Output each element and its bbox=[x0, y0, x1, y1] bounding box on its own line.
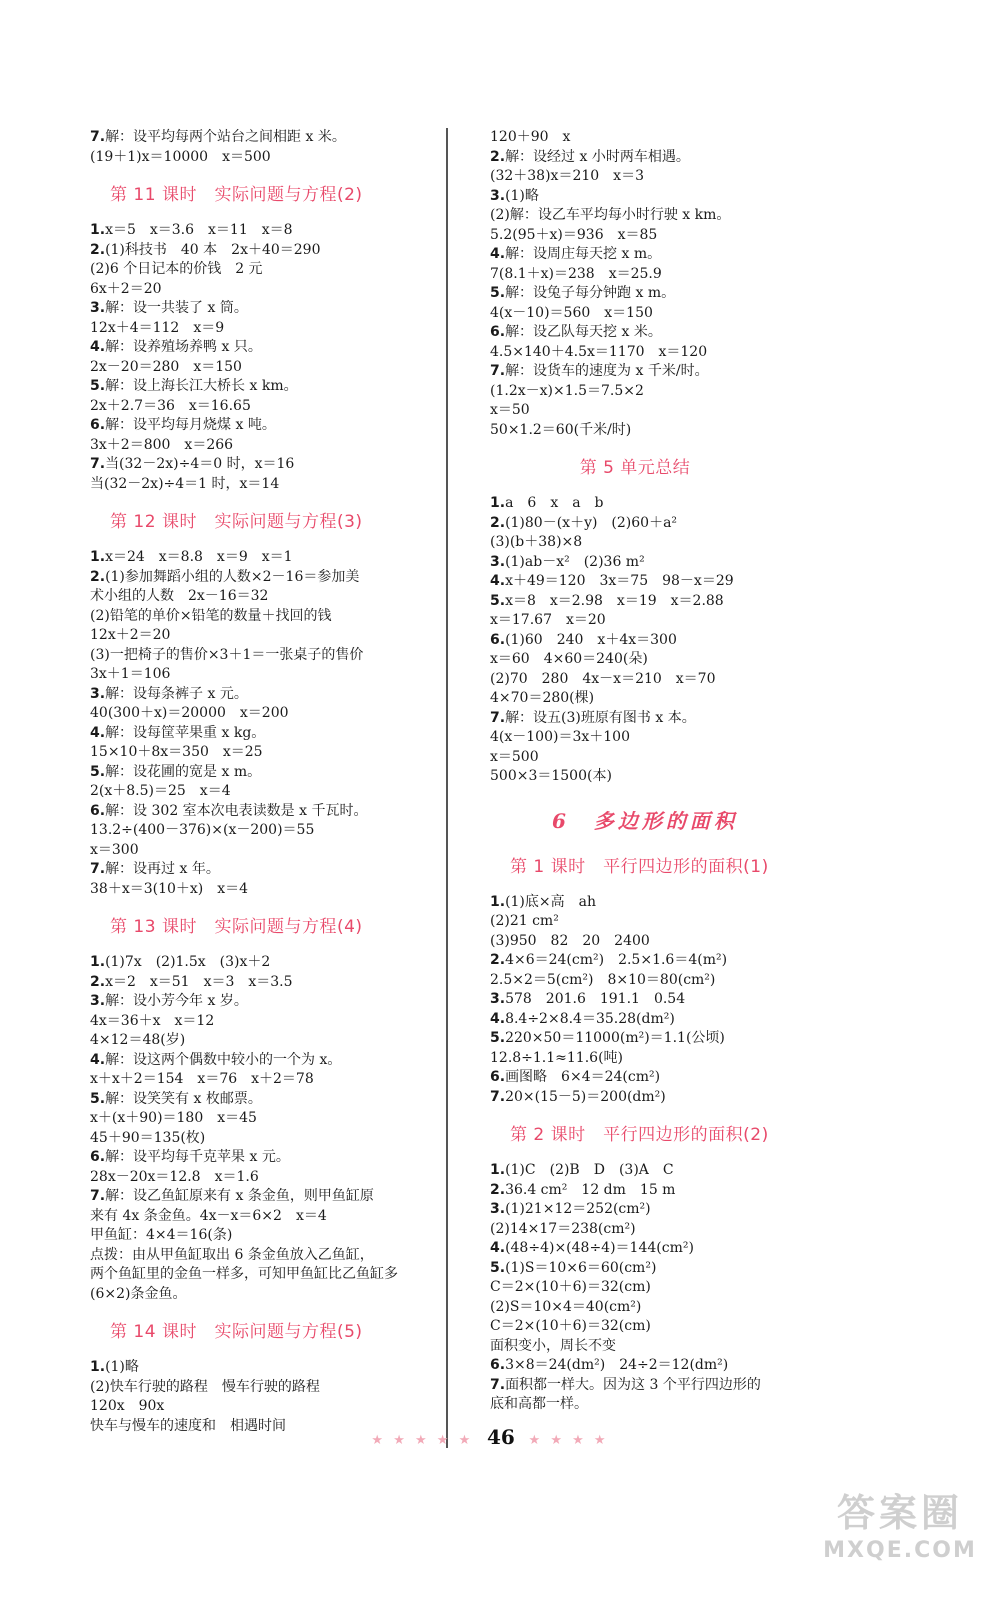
answer-text: 解：设货车的速度为 x 千米/时。 bbox=[505, 363, 709, 379]
answer-line bbox=[90, 802, 440, 822]
question-number: 3. bbox=[490, 187, 506, 204]
question-number: 6. bbox=[90, 802, 106, 819]
answer-line bbox=[90, 1358, 440, 1378]
section-heading: 第 2 课时 平行四边形的面积(2) bbox=[510, 1125, 769, 1145]
answer-text: (2)6 个日记本的价钱 2 元 bbox=[90, 261, 263, 277]
answer-line bbox=[490, 1356, 850, 1376]
answer-line bbox=[90, 299, 440, 319]
answer-line bbox=[90, 953, 440, 973]
answer-line bbox=[90, 260, 440, 280]
answer-line bbox=[490, 323, 850, 343]
answer-text: 38＋x＝3(10＋x) x＝4 bbox=[90, 880, 249, 897]
answer-text: x＝60 4×60＝240(朵) bbox=[490, 651, 648, 667]
left-column bbox=[90, 128, 440, 1436]
answer-line bbox=[90, 1246, 440, 1266]
question-number: 4. bbox=[90, 724, 106, 741]
answer-text: 4(x－10)＝560 x＝150 bbox=[490, 304, 653, 321]
answer-text: 当(32－2x)÷4＝1 时，x＝14 bbox=[90, 475, 280, 492]
chapter-title: 6 多边形的面积 bbox=[552, 808, 738, 833]
answer-text: (2)21 cm² bbox=[490, 913, 559, 929]
answer-line bbox=[90, 1148, 440, 1168]
answer-text: 40(300＋x)＝20000 x＝200 bbox=[90, 705, 289, 721]
answer-text: 120＋90 x bbox=[490, 129, 571, 145]
answer-line bbox=[490, 494, 850, 514]
answer-text: x＝17.67 x＝20 bbox=[490, 612, 606, 628]
question-number: 2. bbox=[90, 973, 106, 990]
footer-stars-right: ★ ★ ★ ★ bbox=[528, 1433, 609, 1448]
answer-text: 解：设笑笑有 x 枚邮票。 bbox=[105, 1090, 262, 1107]
answer-text: (1.2x－x)×1.5＝7.5×2 bbox=[490, 382, 644, 399]
question-number: 6. bbox=[490, 324, 506, 340]
answer-line bbox=[90, 1012, 440, 1032]
answer-line bbox=[90, 377, 440, 397]
answer-text: (6×2)条金鱼。 bbox=[90, 1285, 187, 1302]
answer-line bbox=[90, 1378, 440, 1398]
question-number: 3. bbox=[90, 993, 106, 1009]
question-number: 2. bbox=[90, 241, 106, 258]
answer-line bbox=[490, 401, 850, 421]
answer-text: C＝2×(10＋6)＝32(cm) bbox=[490, 1279, 651, 1295]
answer-line bbox=[490, 1239, 850, 1259]
question-number: 4. bbox=[490, 1010, 506, 1027]
answer-text: 解：设五(3)班原有图书 x 本。 bbox=[505, 709, 696, 726]
answer-text: (3)(b＋38)×8 bbox=[490, 534, 583, 550]
answer-line bbox=[490, 728, 850, 748]
answer-text: 20×(15－5)＝200(dm²) bbox=[505, 1088, 666, 1105]
answer-text: 120x 90x bbox=[90, 1398, 165, 1414]
answer-line bbox=[90, 743, 440, 763]
answer-text: 术小组的人数 2x－16＝32 bbox=[90, 588, 269, 604]
question-number: 7. bbox=[90, 129, 106, 145]
answer-line bbox=[90, 704, 440, 724]
answer-line bbox=[90, 475, 440, 495]
section-heading: 第 14 课时 实际问题与方程(5) bbox=[110, 1322, 363, 1342]
answer-text: a 6 x a b bbox=[505, 495, 604, 511]
answer-line bbox=[90, 973, 440, 993]
answer-text: (32＋38)x＝210 x＝3 bbox=[490, 168, 644, 184]
question-number: 3. bbox=[490, 553, 506, 570]
answer-text: (1)S＝10×6＝60(cm²) bbox=[505, 1259, 657, 1276]
answer-line bbox=[490, 592, 850, 612]
answer-line bbox=[490, 187, 850, 207]
answer-line bbox=[490, 304, 850, 324]
answer-line bbox=[90, 1226, 440, 1246]
answer-line bbox=[490, 1376, 850, 1396]
answer-text: (1)ab－x² (2)36 m² bbox=[505, 553, 645, 570]
answer-line bbox=[490, 245, 850, 265]
answer-text: x＋(x＋90)＝180 x＝45 bbox=[90, 1110, 257, 1126]
question-number: 2. bbox=[490, 952, 506, 968]
question-number: 4. bbox=[490, 246, 506, 262]
answer-text: 7(8.1＋x)＝238 x＝25.9 bbox=[490, 265, 662, 282]
answer-line bbox=[490, 650, 850, 670]
answer-text: 解：设一共装了 x 筒。 bbox=[105, 300, 248, 316]
answer-text: 8.4÷2×8.4＝35.28(dm²) bbox=[505, 1010, 675, 1027]
answer-line bbox=[490, 1088, 850, 1108]
question-number: 1. bbox=[490, 495, 506, 511]
answer-line bbox=[90, 1265, 440, 1285]
answer-text: 12x＋4＝112 x＝9 bbox=[90, 319, 225, 336]
answer-line bbox=[490, 748, 850, 768]
answer-text: 解：设这两个偶数中较小的一个为 x。 bbox=[105, 1051, 342, 1068]
answer-line bbox=[90, 221, 440, 241]
right-column bbox=[490, 128, 850, 1415]
answer-line bbox=[490, 514, 850, 534]
answer-text: x＝50 bbox=[490, 402, 530, 418]
question-number: 5. bbox=[490, 592, 506, 609]
answer-text: 解：设上海长江大桥长 x km。 bbox=[105, 378, 298, 394]
page-number: 46 bbox=[486, 1425, 515, 1449]
answer-text: 面积变小，周长不变 bbox=[490, 1337, 616, 1354]
answer-line bbox=[490, 932, 850, 952]
answer-line bbox=[490, 167, 850, 187]
question-number: 2. bbox=[490, 148, 506, 165]
answer-text: 解：设乙队每天挖 x 米。 bbox=[505, 324, 662, 340]
answer-line bbox=[90, 1109, 440, 1129]
answer-text: (1)60 240 x＋4x＝300 bbox=[505, 631, 677, 648]
answer-line bbox=[490, 1317, 850, 1337]
question-number: 3. bbox=[490, 1201, 506, 1217]
answer-text: (2)70 280 4x－x＝210 x＝70 bbox=[490, 670, 716, 687]
answer-text: x＋49＝120 3x＝75 98－x＝29 bbox=[505, 573, 734, 589]
question-number: 1. bbox=[90, 549, 106, 565]
answer-text: 两个鱼缸里的金鱼一样多，可知甲鱼缸比乙鱼缸多 bbox=[90, 1266, 398, 1282]
answer-text: 解：设每筐苹果重 x kg。 bbox=[105, 724, 266, 741]
question-number: 5. bbox=[90, 763, 106, 780]
footer-stars-left: ★ ★ ★ ★ ★ bbox=[371, 1433, 474, 1448]
answer-text: 28x－20x＝12.8 x＝1.6 bbox=[90, 1168, 259, 1185]
answer-text: x＝8 x＝2.98 x＝19 x＝2.88 bbox=[505, 592, 724, 609]
answer-text: 50×1.2＝60(千米/时) bbox=[490, 421, 632, 438]
answer-line bbox=[90, 1285, 440, 1305]
answer-line bbox=[490, 1337, 850, 1357]
answer-line bbox=[490, 362, 850, 382]
answer-line bbox=[490, 709, 850, 729]
answer-line bbox=[90, 1031, 440, 1051]
answer-text: 点拨：由从甲鱼缸取出 6 条金鱼放入乙鱼缸， bbox=[90, 1246, 374, 1263]
answer-line bbox=[490, 670, 850, 690]
question-number: 5. bbox=[90, 1090, 106, 1107]
answer-text: 解：设兔子每分钟跑 x m。 bbox=[505, 285, 676, 301]
answer-text: 当(32－2x)÷4＝0 时，x＝16 bbox=[105, 456, 295, 472]
answer-line bbox=[90, 1051, 440, 1071]
answer-text: 来有 4x 条金鱼。4x－x＝6×2 x＝4 bbox=[90, 1207, 327, 1224]
answer-line bbox=[90, 587, 440, 607]
answer-text: (1)略 bbox=[505, 187, 539, 204]
answer-line bbox=[490, 1181, 850, 1201]
answer-line bbox=[490, 611, 850, 631]
answer-text: 解：设花圃的宽是 x m。 bbox=[105, 763, 262, 780]
answer-text: (2)S＝10×4＝40(cm²) bbox=[490, 1298, 642, 1315]
answer-text: 面积都一样大。因为这 3 个平行四边形的 bbox=[505, 1376, 761, 1393]
answer-line bbox=[90, 358, 440, 378]
answer-line bbox=[490, 1161, 850, 1181]
answer-text: 解：设小芳今年 x 岁。 bbox=[105, 993, 248, 1009]
answer-text: 解：设平均每两个站台之间相距 x 米。 bbox=[105, 129, 346, 145]
answer-line bbox=[490, 767, 850, 787]
answer-text: x＝5 x＝3.6 x＝11 x＝8 bbox=[105, 222, 293, 238]
answer-text: 12x＋2＝20 bbox=[90, 627, 171, 643]
answer-text: 15×10＋8x＝350 x＝25 bbox=[90, 744, 263, 760]
question-number: 1. bbox=[90, 222, 106, 238]
question-number: 6. bbox=[490, 631, 506, 648]
question-number: 2. bbox=[490, 514, 506, 531]
answer-line bbox=[90, 1090, 440, 1110]
answer-text: (2)14×17＝238(cm²) bbox=[490, 1220, 636, 1237]
column-divider bbox=[446, 128, 448, 1448]
answer-text: (1)略 bbox=[105, 1359, 139, 1375]
answer-text: 3×8＝24(dm²) 24÷2＝12(dm²) bbox=[505, 1357, 729, 1373]
answer-line bbox=[490, 343, 850, 363]
answer-text: 2x－20＝280 x＝150 bbox=[90, 358, 242, 375]
answer-text: C＝2×(10＋6)＝32(cm) bbox=[490, 1318, 651, 1334]
answer-text: 4x＝36＋x x＝12 bbox=[90, 1012, 215, 1029]
answer-text: 解：设每条裤子 x 元。 bbox=[105, 685, 248, 702]
question-number: 7. bbox=[90, 1188, 106, 1204]
watermark-text: 答案圈 bbox=[836, 1491, 963, 1535]
answer-line bbox=[90, 280, 440, 300]
answer-text: x＝300 bbox=[90, 841, 139, 858]
question-number: 7. bbox=[90, 861, 106, 877]
answer-line bbox=[490, 1068, 850, 1088]
answer-text: 6x＋2＝20 bbox=[90, 280, 162, 297]
answer-line bbox=[490, 533, 850, 553]
answer-line bbox=[490, 1200, 850, 1220]
answer-text: 45＋90＝135(枚) bbox=[90, 1129, 206, 1146]
answer-text: 13.2÷(400－376)×(x－200)＝55 bbox=[90, 822, 315, 838]
answer-text: (2)铅笔的单价×铅笔的数量＋找回的钱 bbox=[90, 607, 332, 624]
answer-line bbox=[490, 1278, 850, 1298]
answer-text: 4×12＝48(岁) bbox=[90, 1032, 186, 1048]
answer-line bbox=[90, 1207, 440, 1227]
answer-line bbox=[90, 626, 440, 646]
answer-line bbox=[90, 455, 440, 475]
answer-line bbox=[90, 1129, 440, 1149]
answer-text: 甲鱼缸：4×4＝16(条) bbox=[90, 1227, 233, 1243]
answer-text: x＝500 bbox=[490, 748, 539, 765]
answer-line bbox=[90, 128, 440, 148]
answer-text: (1)21×12＝252(cm²) bbox=[505, 1201, 651, 1217]
answer-text: 底和高都一样。 bbox=[490, 1396, 588, 1412]
answer-line bbox=[490, 1259, 850, 1279]
question-number: 1. bbox=[490, 893, 506, 910]
question-number: 4. bbox=[490, 573, 506, 589]
answer-line bbox=[90, 148, 440, 168]
answer-line bbox=[90, 568, 440, 588]
answer-line bbox=[490, 421, 850, 441]
answer-line bbox=[90, 724, 440, 744]
answer-line bbox=[490, 148, 850, 168]
question-number: 6. bbox=[490, 1069, 506, 1085]
section-heading: 第 13 课时 实际问题与方程(4) bbox=[110, 917, 363, 937]
answer-line bbox=[490, 893, 850, 913]
answer-line bbox=[490, 1298, 850, 1318]
question-number: 2. bbox=[90, 568, 106, 585]
answer-line bbox=[90, 1397, 440, 1417]
answer-text: 220×50＝11000(m²)＝1.1(公顷) bbox=[505, 1030, 725, 1046]
answer-text: (19＋1)x＝10000 x＝500 bbox=[90, 148, 271, 165]
question-number: 1. bbox=[490, 1162, 506, 1178]
question-number: 3. bbox=[90, 300, 106, 316]
answer-text: 画图略 6×4＝24(cm²) bbox=[505, 1069, 661, 1085]
answer-text: 2(x＋8.5)＝25 x＝4 bbox=[90, 783, 231, 799]
answer-text: (1)7x (2)1.5x (3)x＋2 bbox=[105, 954, 271, 970]
question-number: 1. bbox=[90, 1359, 106, 1375]
answer-line bbox=[90, 646, 440, 666]
section-heading: 第 1 课时 平行四边形的面积(1) bbox=[510, 856, 769, 877]
answer-line bbox=[490, 631, 850, 651]
question-number: 7. bbox=[490, 1088, 506, 1105]
question-number: 7. bbox=[490, 363, 506, 379]
answer-text: 12.8÷1.1≈11.6(吨) bbox=[490, 1049, 623, 1066]
answer-line bbox=[90, 397, 440, 417]
answer-line bbox=[490, 971, 850, 991]
answer-line bbox=[90, 241, 440, 261]
question-number: 2. bbox=[490, 1181, 506, 1198]
question-number: 4. bbox=[90, 1051, 106, 1068]
answer-text: (48÷4)×(48÷4)＝144(cm²) bbox=[505, 1240, 694, 1256]
question-number: 7. bbox=[490, 1376, 506, 1393]
answer-line bbox=[490, 265, 850, 285]
answer-line bbox=[90, 436, 440, 456]
answer-text: 快车与慢车的速度和 相遇时间 bbox=[90, 1417, 286, 1434]
question-number: 6. bbox=[90, 1149, 106, 1165]
answer-line bbox=[90, 763, 440, 783]
question-number: 5. bbox=[490, 285, 506, 301]
answer-text: (2)解：设乙车平均每小时行驶 x km。 bbox=[490, 207, 731, 223]
answer-text: 解：设 302 室本次电表读数是 x 千瓦时。 bbox=[105, 802, 368, 819]
answer-text: (1)80－(x＋y) (2)60＋a² bbox=[505, 514, 678, 531]
answer-line bbox=[90, 1168, 440, 1188]
question-number: 4. bbox=[490, 1240, 506, 1256]
answer-text: (1)底×高 ah bbox=[505, 893, 596, 910]
page-footer bbox=[330, 1425, 650, 1449]
answer-text: 578 201.6 191.1 0.54 bbox=[505, 991, 686, 1007]
answer-text: 4(x－100)＝3x＋100 bbox=[490, 729, 630, 745]
answer-line bbox=[90, 992, 440, 1012]
question-number: 3. bbox=[490, 991, 506, 1007]
answer-line bbox=[90, 782, 440, 802]
answer-text: (1)C (2)B D (3)A C bbox=[505, 1162, 674, 1178]
question-number: 5. bbox=[490, 1259, 506, 1276]
answer-text: (3)一把椅子的售价×3＋1＝一张桌子的售价 bbox=[90, 646, 364, 663]
answer-line bbox=[90, 821, 440, 841]
answer-line bbox=[490, 912, 850, 932]
answer-text: 3x＋2＝800 x＝266 bbox=[90, 436, 234, 453]
answer-line bbox=[490, 951, 850, 971]
question-number: 4. bbox=[90, 339, 106, 355]
answer-text: 解：设养殖场养鸭 x 只。 bbox=[105, 339, 262, 355]
question-number: 5. bbox=[490, 1030, 506, 1046]
answer-line bbox=[490, 1395, 850, 1415]
answer-text: 5.2(95＋x)＝936 x＝85 bbox=[490, 226, 658, 243]
answer-line bbox=[90, 607, 440, 627]
answer-line bbox=[490, 206, 850, 226]
answer-line bbox=[490, 382, 850, 402]
answer-line bbox=[490, 1220, 850, 1240]
section-heading: 第 11 课时 实际问题与方程(2) bbox=[110, 185, 363, 205]
answer-line bbox=[90, 416, 440, 436]
question-number: 5. bbox=[90, 378, 106, 394]
answer-text: (2)快车行驶的路程 慢车行驶的路程 bbox=[90, 1378, 320, 1395]
answer-text: 解：设平均每月烧煤 x 吨。 bbox=[105, 417, 276, 433]
watermark-logo bbox=[810, 1488, 990, 1588]
question-number: 7. bbox=[90, 456, 106, 472]
answer-text: 解：设再过 x 年。 bbox=[105, 861, 220, 877]
answer-line bbox=[90, 548, 440, 568]
answer-text: 4×70＝280(棵) bbox=[490, 690, 595, 706]
answer-line bbox=[90, 665, 440, 685]
answer-line bbox=[90, 880, 440, 900]
answer-line bbox=[490, 553, 850, 573]
answer-line bbox=[490, 689, 850, 709]
watermark-url: MXQE.COM bbox=[823, 1538, 977, 1563]
answer-text: 解：设经过 x 小时两车相遇。 bbox=[505, 148, 690, 165]
question-number: 6. bbox=[90, 417, 106, 433]
answer-text: 4×6＝24(cm²) 2.5×1.6＝4(m²) bbox=[505, 952, 728, 968]
answer-text: (1)科技书 40 本 2x＋40＝290 bbox=[105, 241, 321, 258]
answer-text: x＝24 x＝8.8 x＝9 x＝1 bbox=[105, 549, 293, 565]
question-number: 1. bbox=[90, 954, 106, 970]
answer-text: 2x＋2.7＝36 x＝16.65 bbox=[90, 397, 251, 414]
question-number: 3. bbox=[90, 685, 106, 702]
answer-line bbox=[90, 860, 440, 880]
answer-line bbox=[490, 990, 850, 1010]
answer-line bbox=[490, 128, 850, 148]
answer-text: 解：设乙鱼缸原来有 x 条金鱼，则甲鱼缸原 bbox=[105, 1188, 374, 1204]
answer-line bbox=[90, 319, 440, 339]
question-number: 6. bbox=[490, 1357, 506, 1373]
answer-line bbox=[90, 1070, 440, 1090]
answer-text: (1)参加舞蹈小组的人数×2－16＝参加美 bbox=[105, 568, 360, 585]
answer-text: 解：设周庄每天挖 x m。 bbox=[505, 246, 662, 262]
answer-line bbox=[90, 1187, 440, 1207]
answer-line bbox=[490, 226, 850, 246]
answer-text: x＋x＋2＝154 x＝76 x＋2＝78 bbox=[90, 1071, 314, 1087]
answer-line bbox=[490, 572, 850, 592]
answer-text: 2.5×2＝5(cm²) 8×10＝80(cm²) bbox=[490, 971, 716, 988]
answer-line bbox=[490, 1029, 850, 1049]
answer-line bbox=[490, 1049, 850, 1069]
answer-text: x＝2 x＝51 x＝3 x＝3.5 bbox=[105, 973, 293, 990]
answer-text: 3x＋1＝106 bbox=[90, 666, 171, 682]
answer-text: 4.5×140＋4.5x＝1170 x＝120 bbox=[490, 343, 708, 360]
answer-text: 36.4 cm² 12 dm 15 m bbox=[505, 1181, 676, 1198]
question-number: 7. bbox=[490, 709, 506, 726]
answer-line bbox=[490, 284, 850, 304]
answer-line bbox=[90, 841, 440, 861]
answer-line bbox=[90, 685, 440, 705]
answer-line bbox=[90, 338, 440, 358]
answer-text: 解：设平均每千克苹果 x 元。 bbox=[105, 1149, 290, 1165]
answer-text: (3)950 82 20 2400 bbox=[490, 932, 650, 949]
section-heading: 第 12 课时 实际问题与方程(3) bbox=[110, 512, 363, 532]
answer-line bbox=[490, 1010, 850, 1030]
answer-text: 500×3＝1500(本) bbox=[490, 768, 612, 784]
section-heading: 第 5 单元总结 bbox=[579, 458, 691, 478]
